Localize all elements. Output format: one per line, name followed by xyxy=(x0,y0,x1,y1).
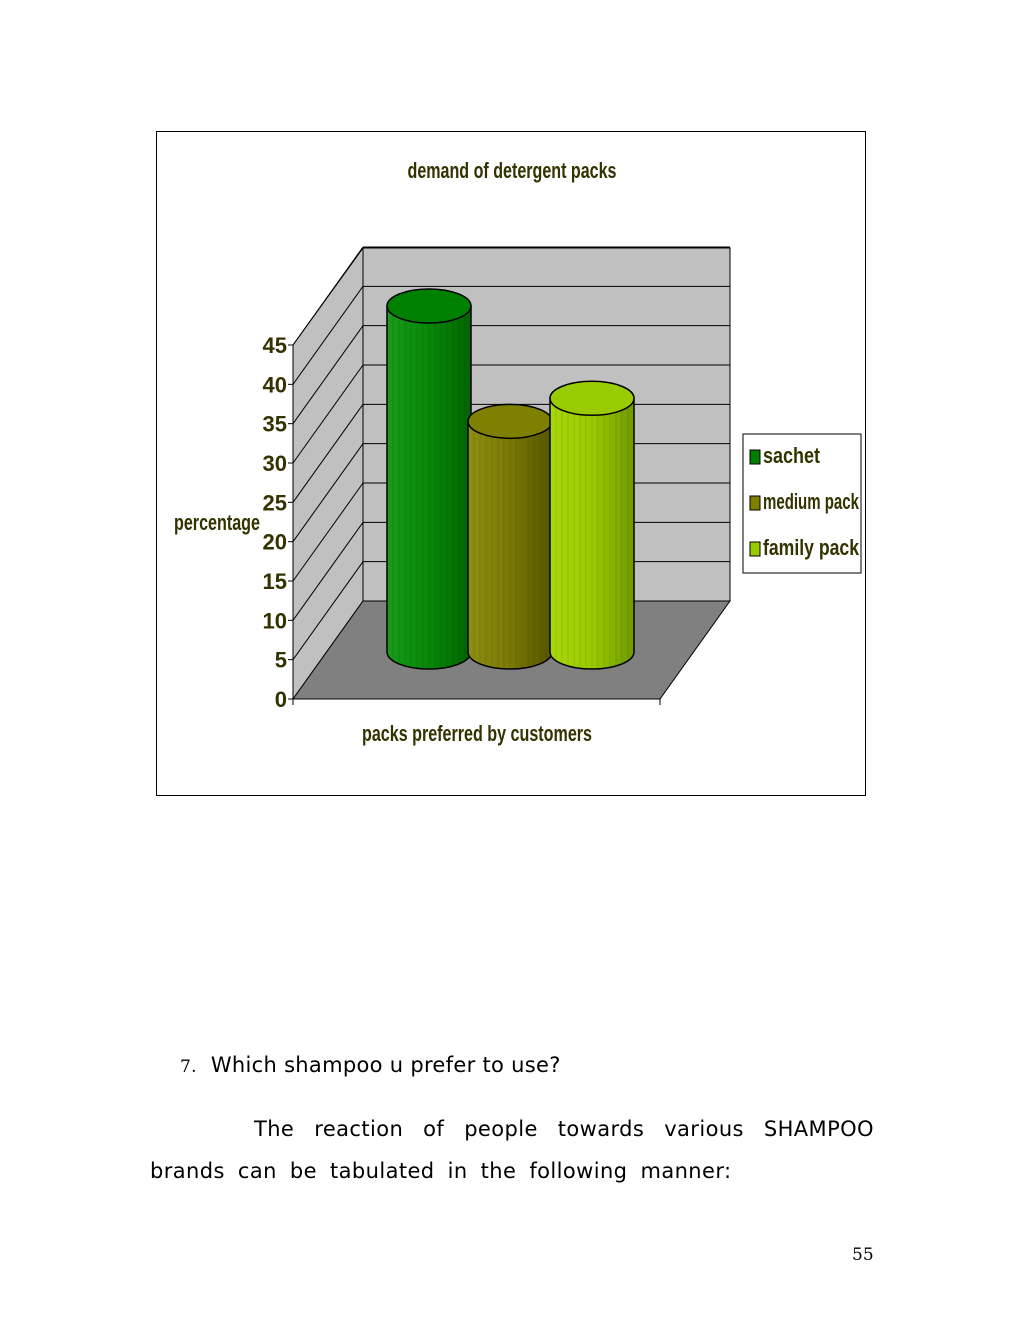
legend-swatch xyxy=(750,542,760,556)
y-tick-label: 0 xyxy=(274,687,287,712)
y-tick-label: 5 xyxy=(274,647,287,673)
y-tick-label: 30 xyxy=(262,451,287,476)
x-axis-label: packs preferred by customers xyxy=(362,721,592,746)
y-tick-label: 35 xyxy=(262,411,287,437)
question-text: Which shampoo u prefer to use? xyxy=(210,1053,561,1077)
y-tick-label: 10 xyxy=(262,608,287,634)
legend-swatch xyxy=(750,496,760,510)
legend-label: family pack xyxy=(763,535,860,560)
bar-sachet xyxy=(387,289,471,669)
y-tick-label: 25 xyxy=(262,490,287,516)
legend-label: sachet xyxy=(763,443,821,468)
question-line xyxy=(180,1053,561,1077)
question-number: 7. xyxy=(180,1057,197,1077)
chart-svg xyxy=(157,132,867,797)
page-number: 55 xyxy=(852,1245,874,1265)
chart-title: demand of detergent packs xyxy=(407,158,617,183)
chart-frame xyxy=(156,131,866,796)
y-tick-label: 15 xyxy=(262,569,287,594)
y-tick-label: 20 xyxy=(262,529,287,555)
y-tick-label: 45 xyxy=(262,333,287,358)
legend-label: medium pack xyxy=(763,489,860,514)
bar-medium-pack xyxy=(468,404,552,669)
bar-family-pack xyxy=(550,381,634,669)
body-paragraph: The reaction of people towards various SHAMPOO brands can be tabulated in the following manner: xyxy=(150,1117,874,1183)
chart-legend xyxy=(743,434,861,573)
y-tick-label: 40 xyxy=(262,372,287,398)
legend-swatch xyxy=(750,450,760,464)
y-axis-label: percentage xyxy=(174,510,260,535)
